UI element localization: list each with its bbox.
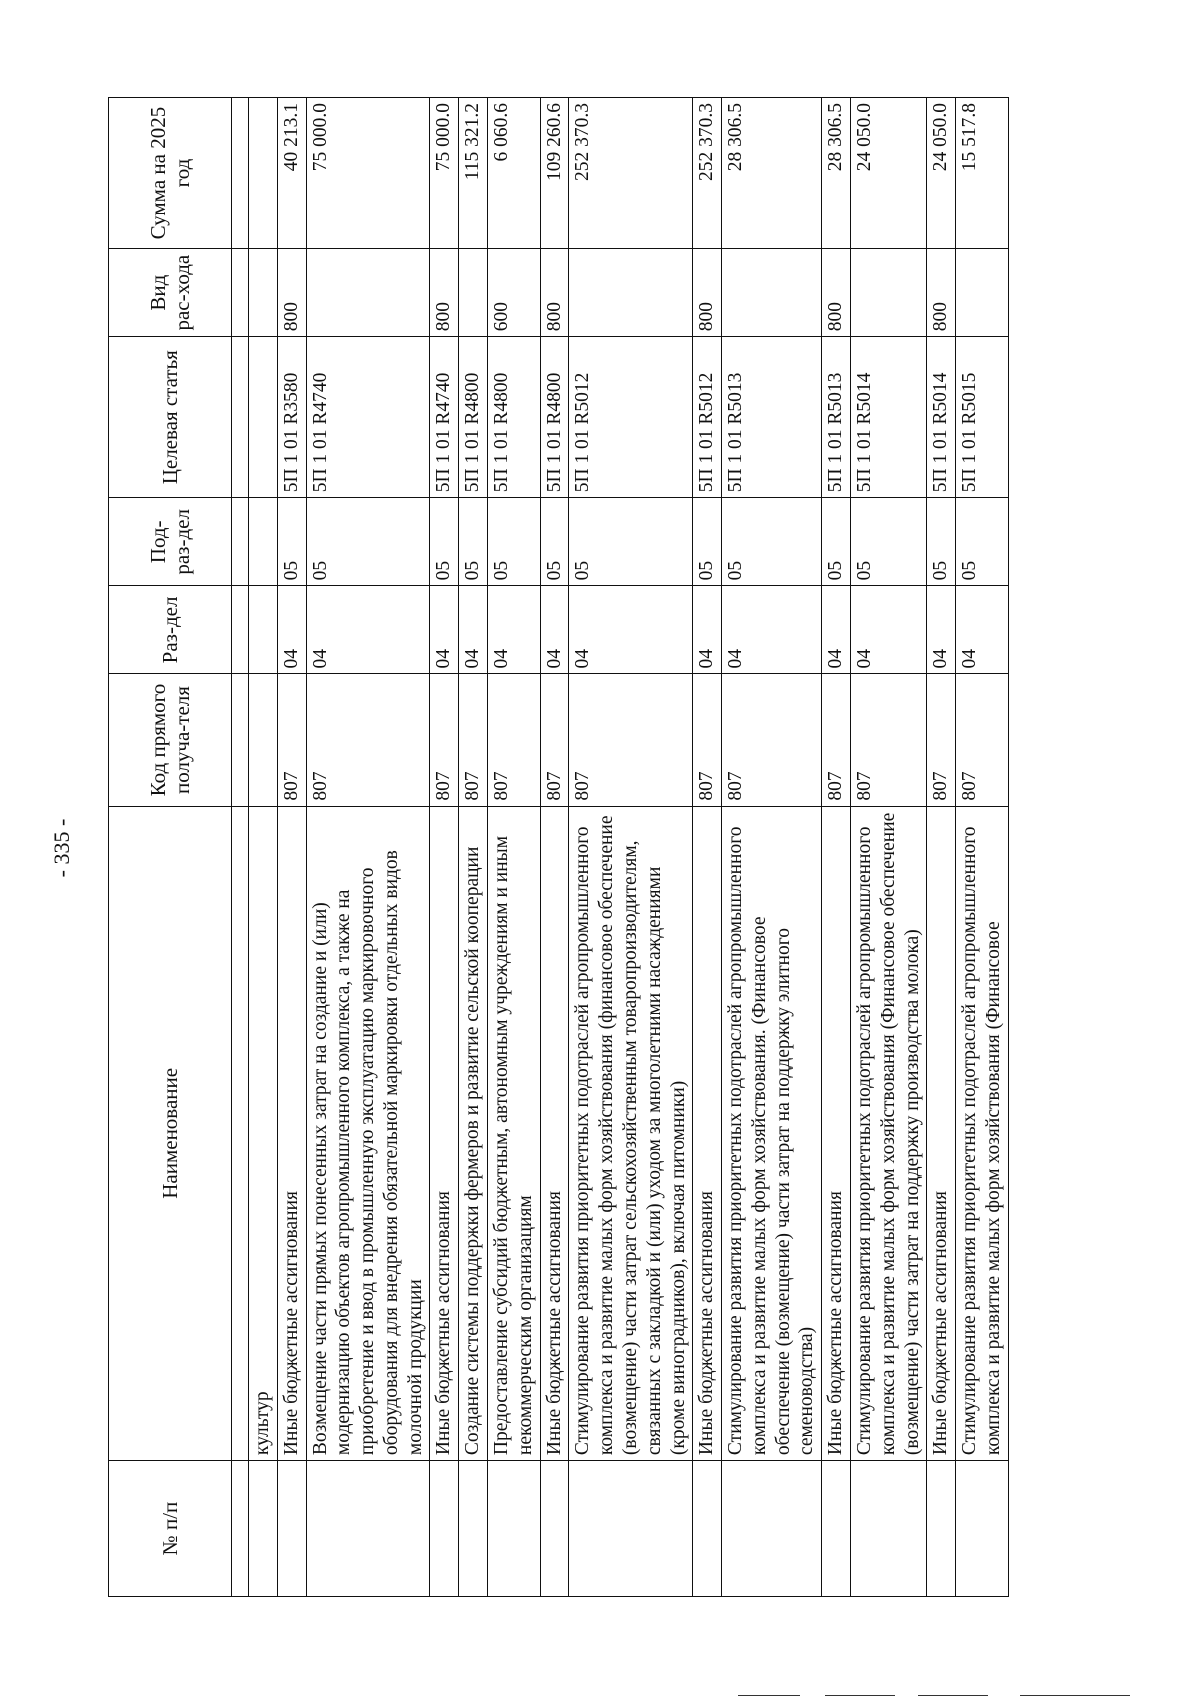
cell-recipient: 807 <box>693 674 722 806</box>
cell-recipient: 807 <box>459 674 488 806</box>
cell-expense <box>850 249 926 337</box>
header-name: Наименование <box>109 806 232 1460</box>
cell-section: 04 <box>956 586 1009 674</box>
cell-name: Предоставление субсидий бюджетным, автономным учреждениям и иным некоммерческим организациям <box>488 806 541 1460</box>
cell-recipient: 807 <box>722 674 822 806</box>
cell-num <box>569 1461 693 1597</box>
cell-section: 04 <box>306 586 430 674</box>
cell-section: 04 <box>693 586 722 674</box>
cell-target: 5П 1 01 R4800 <box>540 337 569 498</box>
cell-recipient: 807 <box>430 674 459 806</box>
cell-recipient: 807 <box>569 674 693 806</box>
cell-section: 04 <box>277 586 306 674</box>
cell-expense <box>569 249 693 337</box>
cell-target: 5П 1 01 R4740 <box>306 337 430 498</box>
cell-sum: 24 050.0 <box>850 98 926 249</box>
cell-expense <box>459 249 488 337</box>
table-row <box>249 98 278 1597</box>
cell-expense <box>956 249 1009 337</box>
cell-section: 04 <box>569 586 693 674</box>
table-row <box>850 98 926 1597</box>
cell-expense <box>722 249 822 337</box>
cell-sum: 115 321.2 <box>459 98 488 249</box>
cell-name: Стимулирование развития приоритетных подотраслей агропромышленного комплекса и развитие малых форм хозяйствования. (Финансовое обеспечение (возмещение) части затрат на поддержку элитного семеноводства) <box>722 806 822 1460</box>
cell-section: 04 <box>850 586 926 674</box>
cell-expense: 800 <box>822 249 851 337</box>
cell-name: Иные бюджетные ассигнования <box>540 806 569 1460</box>
cell-target <box>249 337 278 498</box>
cell-sum: 28 306.5 <box>722 98 822 249</box>
cell-sum: 40 213.1 <box>277 98 306 249</box>
cell-name: Иные бюджетные ассигнования <box>430 806 459 1460</box>
cell-target: 5П 1 01 R4740 <box>430 337 459 498</box>
cell-recipient: 807 <box>540 674 569 806</box>
table-row <box>693 98 722 1597</box>
cell-subsection <box>249 498 278 586</box>
cell-expense: 800 <box>430 249 459 337</box>
cell-subsection: 05 <box>540 498 569 586</box>
cell-num <box>927 1461 956 1597</box>
cell-recipient: 807 <box>927 674 956 806</box>
table-row <box>722 98 822 1597</box>
cell-expense <box>306 249 430 337</box>
table-row <box>569 98 693 1597</box>
cell-recipient: 807 <box>277 674 306 806</box>
cell-expense: 800 <box>540 249 569 337</box>
table-row <box>956 98 1009 1597</box>
cell-name: Стимулирование развития приоритетных подотраслей агропромышленного комплекса и развитие малых форм хозяйствования (Финансовое обеспечение (возмещение) части затрат на поддержку производства молока) <box>850 806 926 1460</box>
cell-name: Иные бюджетные ассигнования <box>927 806 956 1460</box>
cell-target: 5П 1 01 R5013 <box>722 337 822 498</box>
table-row <box>306 98 430 1597</box>
cell-section: 04 <box>459 586 488 674</box>
table-row <box>488 98 541 1597</box>
cell-sum: 24 050.0 <box>927 98 956 249</box>
cell-num <box>722 1461 822 1597</box>
cell-name: Стимулирование развития приоритетных подотраслей агропромышленного комплекса и развитие малых форм хозяйствования (финансовое обеспечение (возмещение) части затрат сельскохозяйственным товаропроизводителям, связанных с закладкой и (или) уходом за многолетними насаждениями (кроме виноградников), включая питомники) <box>569 806 693 1460</box>
cell-num <box>277 1461 306 1597</box>
cell-sum: 15 517.8 <box>956 98 1009 249</box>
cell-num <box>459 1461 488 1597</box>
cell-name: Иные бюджетные ассигнования <box>277 806 306 1460</box>
cell-subsection: 05 <box>822 498 851 586</box>
cell-num <box>488 1461 541 1597</box>
header-num: № п/п <box>109 1461 232 1597</box>
cell-recipient <box>249 674 278 806</box>
cell-sum: 75 000.0 <box>306 98 430 249</box>
cell-recipient: 807 <box>822 674 851 806</box>
cell-recipient: 807 <box>306 674 430 806</box>
cell-name: Стимулирование развития приоритетных подотраслей агропромышленного комплекса и развитие малых форм хозяйствования (Финансовое <box>956 806 1009 1460</box>
cell-expense: 800 <box>277 249 306 337</box>
cell-section: 04 <box>722 586 822 674</box>
table-spacer-row <box>232 98 249 1597</box>
cell-sum: 75 000.0 <box>430 98 459 249</box>
cell-name: Иные бюджетные ассигнования <box>822 806 851 1460</box>
cell-subsection: 05 <box>722 498 822 586</box>
header-subsection: Под-раз-дел <box>109 498 232 586</box>
cell-name: культур <box>249 806 278 1460</box>
header-recipient: Код прямого получа-теля <box>109 674 232 806</box>
header-target: Целевая статья <box>109 337 232 498</box>
cell-num <box>430 1461 459 1597</box>
cell-expense: 800 <box>693 249 722 337</box>
cell-recipient: 807 <box>850 674 926 806</box>
table-row <box>540 98 569 1597</box>
cell-sum: 28 306.5 <box>822 98 851 249</box>
table-row <box>459 98 488 1597</box>
cell-target: 5П 1 01 R4800 <box>488 337 541 498</box>
cell-sum: 109 260.6 <box>540 98 569 249</box>
cell-section: 04 <box>430 586 459 674</box>
cell-name: Иные бюджетные ассигнования <box>693 806 722 1460</box>
cell-target: 5П 1 01 R5014 <box>927 337 956 498</box>
cell-sum <box>249 98 278 249</box>
cell-num <box>850 1461 926 1597</box>
cell-subsection: 05 <box>277 498 306 586</box>
header-sum: Сумма на 2025 год <box>109 98 232 249</box>
rotated-page-content <box>108 97 1108 1597</box>
table-row <box>277 98 306 1597</box>
cell-subsection: 05 <box>306 498 430 586</box>
cell-subsection: 05 <box>488 498 541 586</box>
table-header-row <box>109 98 232 1597</box>
cell-section: 04 <box>488 586 541 674</box>
cell-subsection: 05 <box>693 498 722 586</box>
cell-section: 04 <box>927 586 956 674</box>
cell-subsection: 05 <box>430 498 459 586</box>
cell-expense: 600 <box>488 249 541 337</box>
table-body <box>249 98 1009 1597</box>
cell-num <box>822 1461 851 1597</box>
cell-num <box>306 1461 430 1597</box>
header-section: Раз-дел <box>109 586 232 674</box>
cell-subsection: 05 <box>850 498 926 586</box>
cell-num <box>956 1461 1009 1597</box>
cell-expense <box>249 249 278 337</box>
cell-num <box>540 1461 569 1597</box>
cell-subsection: 05 <box>956 498 1009 586</box>
cell-target: 5П 1 01 R3580 <box>277 337 306 498</box>
cell-section <box>249 586 278 674</box>
table-row <box>430 98 459 1597</box>
cell-section: 04 <box>822 586 851 674</box>
cell-target: 5П 1 01 R5014 <box>850 337 926 498</box>
cell-target: 5П 1 01 R5013 <box>822 337 851 498</box>
cell-num <box>693 1461 722 1597</box>
cell-sum: 252 370.3 <box>693 98 722 249</box>
cell-sum: 6 060.6 <box>488 98 541 249</box>
cell-target: 5П 1 01 R4800 <box>459 337 488 498</box>
cell-target: 5П 1 01 R5015 <box>956 337 1009 498</box>
cell-target: 5П 1 01 R5012 <box>569 337 693 498</box>
cell-sum: 252 370.3 <box>569 98 693 249</box>
cell-name: Создание системы поддержки фермеров и развитие сельской кооперации <box>459 806 488 1460</box>
cell-subsection: 05 <box>927 498 956 586</box>
cell-recipient: 807 <box>488 674 541 806</box>
cell-subsection: 05 <box>569 498 693 586</box>
cell-target: 5П 1 01 R5012 <box>693 337 722 498</box>
table-row <box>927 98 956 1597</box>
page-number: - 335 - <box>49 818 74 878</box>
header-expense: Вид рас-хода <box>109 249 232 337</box>
cell-num <box>249 1461 278 1597</box>
cell-name: Возмещение части прямых понесенных затрат на создание и (или) модернизацию объектов агропромышленного комплекса, а также на приобретение и ввод в промышленную эксплуатацию маркировочного оборудования для внедрения обязательной маркировки отдельных видов молочной продукции <box>306 806 430 1460</box>
table-row <box>822 98 851 1597</box>
cell-subsection: 05 <box>459 498 488 586</box>
cell-recipient: 807 <box>956 674 1009 806</box>
cell-section: 04 <box>540 586 569 674</box>
budget-table <box>108 97 1009 1597</box>
cell-expense: 800 <box>927 249 956 337</box>
